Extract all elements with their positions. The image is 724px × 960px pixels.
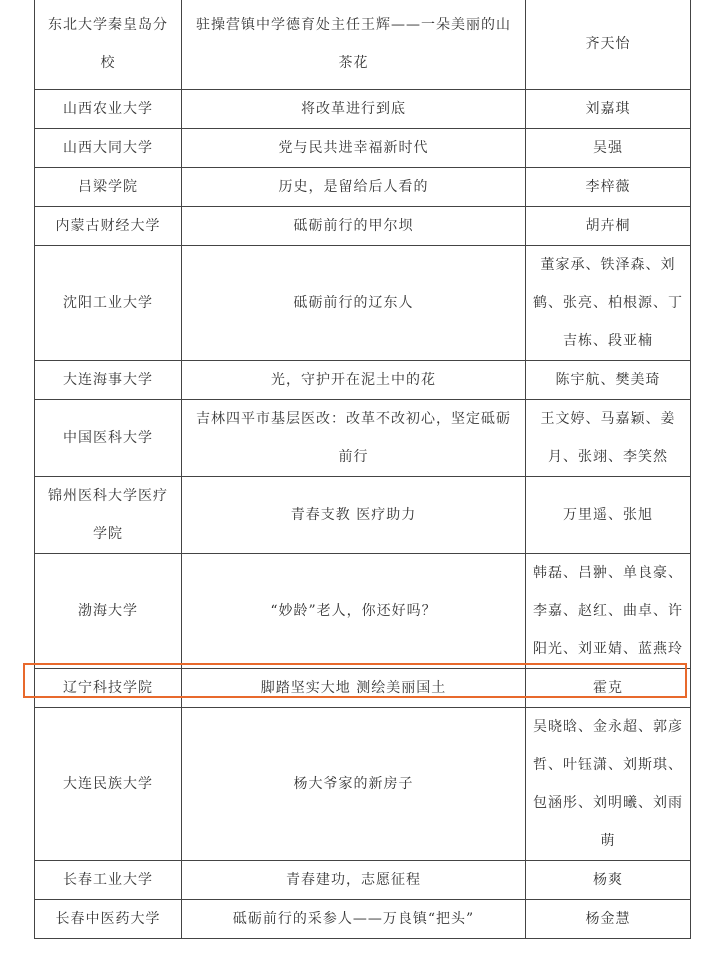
school-cell: 山西大同大学 [35, 128, 182, 167]
table-row [35, 206, 691, 245]
school-cell: 东北大学秦皇岛分校 [35, 0, 182, 89]
school-cell: 山西农业大学 [35, 89, 182, 128]
award-table [34, 0, 691, 939]
table-row-highlighted [35, 668, 691, 707]
table-row [35, 399, 691, 476]
members-cell: 齐天怡 [526, 0, 691, 89]
members-cell: 李梓薇 [526, 167, 691, 206]
members-cell: 吴晓晗、金永超、郭彦哲、叶钰潇、刘斯琪、包涵彤、刘明曦、刘雨萌 [526, 707, 691, 860]
table-row [35, 476, 691, 553]
school-cell: 辽宁科技学院 [35, 668, 182, 707]
school-cell: 锦州医科大学医疗学院 [35, 476, 182, 553]
table-row [35, 360, 691, 399]
school-cell: 大连民族大学 [35, 707, 182, 860]
title-cell: 光，守护开在泥土中的花 [182, 360, 526, 399]
members-cell: 杨金慧 [526, 899, 691, 938]
school-cell: 内蒙古财经大学 [35, 206, 182, 245]
school-cell: 大连海事大学 [35, 360, 182, 399]
title-cell: 驻操营镇中学德育处主任王辉——一朵美丽的山茶花 [182, 0, 526, 89]
title-cell: 杨大爷家的新房子 [182, 707, 526, 860]
title-cell: 砥砺前行的辽东人 [182, 245, 526, 360]
members-cell: 陈宇航、樊美琦 [526, 360, 691, 399]
table-row [35, 167, 691, 206]
school-cell: 中国医科大学 [35, 399, 182, 476]
title-cell: 脚踏坚实大地 测绘美丽国土 [182, 668, 526, 707]
title-cell: 砥砺前行的采参人——万良镇“把头” [182, 899, 526, 938]
table-row [35, 128, 691, 167]
table-row [35, 89, 691, 128]
members-cell: 吴强 [526, 128, 691, 167]
table-row [35, 860, 691, 899]
members-cell: 韩磊、吕翀、单良豪、李嘉、赵红、曲卓、许阳光、刘亚婧、蓝燕玲 [526, 553, 691, 668]
title-cell: 历史，是留给后人看的 [182, 167, 526, 206]
title-cell: 吉林四平市基层医改：改革不改初心，坚定砥砺前行 [182, 399, 526, 476]
members-cell: 董家承、铁泽森、刘鹤、张亮、柏根源、丁吉栋、段亚楠 [526, 245, 691, 360]
title-cell: 将改革进行到底 [182, 89, 526, 128]
table-row [35, 899, 691, 938]
title-cell: 砥砺前行的甲尔坝 [182, 206, 526, 245]
school-cell: 沈阳工业大学 [35, 245, 182, 360]
members-cell: 杨爽 [526, 860, 691, 899]
members-cell: 胡卉桐 [526, 206, 691, 245]
members-cell: 霍克 [526, 668, 691, 707]
table-row [35, 245, 691, 360]
table-row [35, 707, 691, 860]
title-cell: 青春支教 医疗助力 [182, 476, 526, 553]
school-cell: 长春中医药大学 [35, 899, 182, 938]
table-row [35, 553, 691, 668]
title-cell: “妙龄”老人，你还好吗？ [182, 553, 526, 668]
members-cell: 王文婷、马嘉颖、姜月、张翊、李笑然 [526, 399, 691, 476]
title-cell: 党与民共进幸福新时代 [182, 128, 526, 167]
members-cell: 万里遥、张旭 [526, 476, 691, 553]
members-cell: 刘嘉琪 [526, 89, 691, 128]
school-cell: 吕梁学院 [35, 167, 182, 206]
title-cell: 青春建功，志愿征程 [182, 860, 526, 899]
table-row [35, 0, 691, 89]
school-cell: 渤海大学 [35, 553, 182, 668]
school-cell: 长春工业大学 [35, 860, 182, 899]
